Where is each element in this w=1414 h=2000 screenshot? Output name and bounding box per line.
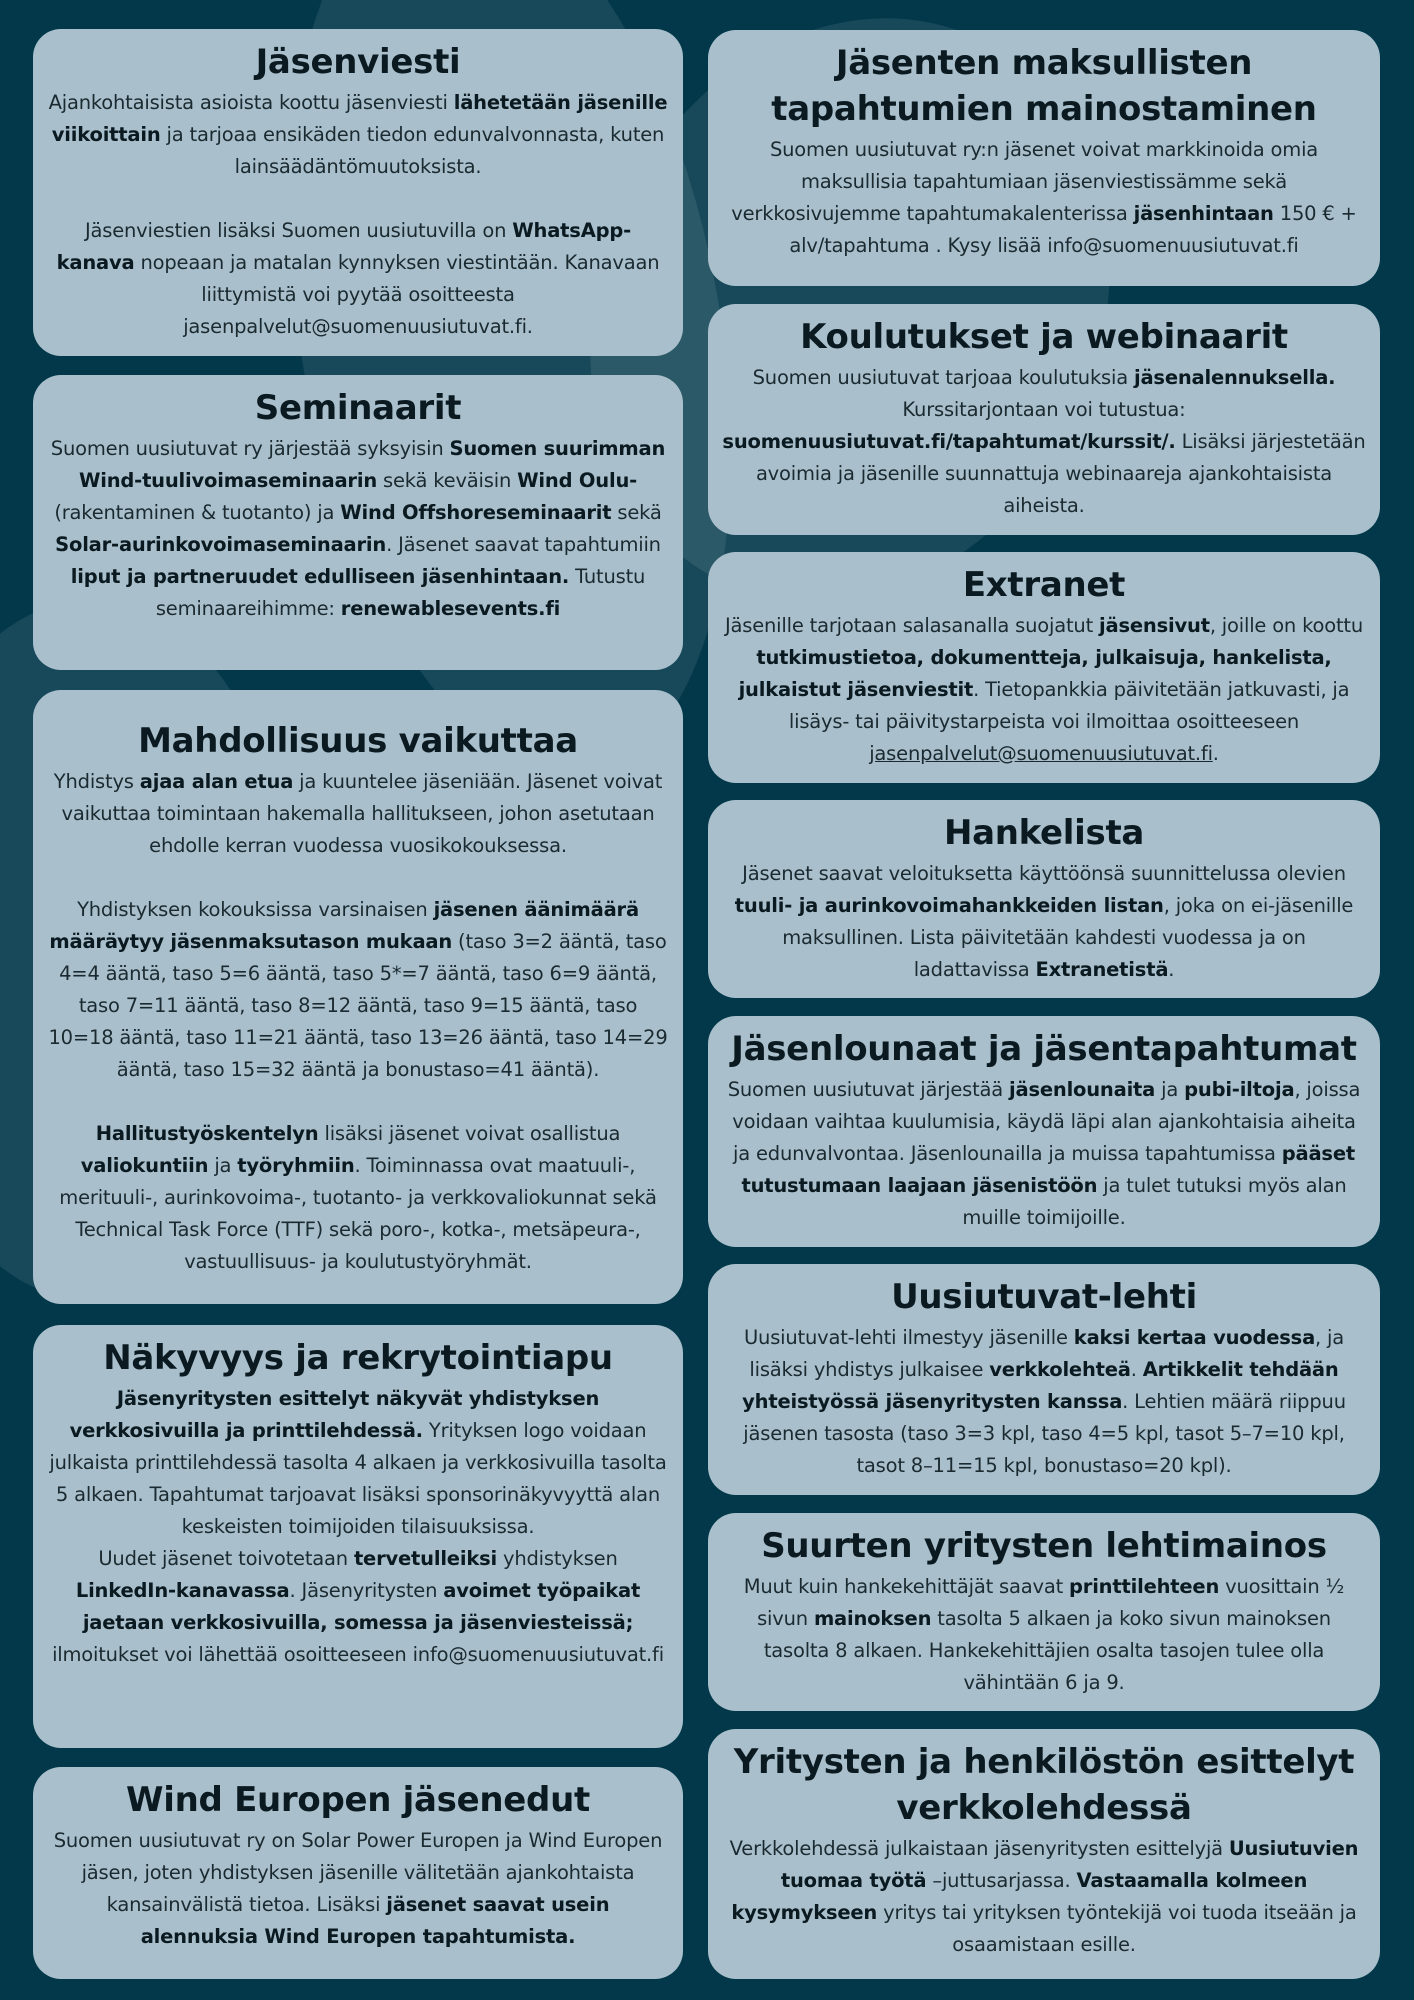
text-run: ja tulet tutuksi myös alan muille toimijoille. xyxy=(962,1174,1347,1229)
text-run: . xyxy=(1130,1358,1143,1381)
bold-text: Suomen suurimman Wind-tuulivoimaseminaarin xyxy=(78,437,666,492)
text-run: Tutustu seminaareihimme: xyxy=(155,565,646,620)
bold-text: pubi-iltoja xyxy=(1184,1078,1295,1101)
text-run: . xyxy=(1212,742,1219,765)
text-run: . Toiminnassa ovat maatuuli-, merituuli-, aurinkovoima-, tuotanto- ja verkkovaliokunnat sekä Technical Task Force (TTF) sekä poro-, kotka-, metsäpeura-, vastuullisuus- ja koulutustyöryhmät. xyxy=(59,1154,657,1273)
bold-text: tervetulleiksi xyxy=(353,1547,497,1570)
card-maksulliset-tapahtumat xyxy=(708,30,1380,286)
card-title: Suurten yritysten lehtimainos xyxy=(761,1526,1327,1566)
card-paragraph xyxy=(722,858,1366,986)
card-hankelista xyxy=(708,800,1380,998)
card-nakyvyys-rekrytointiapu xyxy=(33,1325,683,1748)
text-run: (rakentaminen & tuotanto) ja xyxy=(54,501,341,524)
card-paragraph xyxy=(47,433,669,625)
text-run: Suomen uusiutuvat järjestää xyxy=(727,1078,1010,1101)
card-paragraph xyxy=(47,766,669,862)
card-jasenviesti xyxy=(33,29,683,356)
bold-text: suomenuusiutuvat.fi/tapahtumat/kurssit/. xyxy=(722,430,1176,453)
card-title: Mahdollisuus vaikuttaa xyxy=(138,721,578,761)
text-run: sekä keväisin xyxy=(377,469,518,492)
text-run: Jäsenille tarjotaan salasanalla suojatut xyxy=(724,614,1100,637)
text-run: . Lehtien määrä riippuu jäsenen tasosta (taso 3=3 kpl, taso 4=5 kpl, tasot 5–7=10 kpl, tasot 8–11=15 kpl, bonustaso=20 kpl). xyxy=(743,1390,1346,1477)
text-run: , joille on koottu xyxy=(1209,614,1364,637)
text-run: Uusiutuvat-lehti ilmestyy jäsenille xyxy=(743,1326,1074,1349)
bold-text: Wind Oulu- xyxy=(517,469,638,492)
card-title: Seminaarit xyxy=(254,388,462,428)
card-title: Uusiutuvat-lehti xyxy=(891,1277,1197,1317)
card-mahdollisuus-vaikuttaa xyxy=(33,690,683,1304)
bold-text: LinkedIn-kanavassa xyxy=(75,1579,290,1602)
card-lehtimainos xyxy=(708,1513,1380,1711)
bold-text: Extranetistä xyxy=(1035,958,1169,981)
text-run: Suomen uusiutuvat tarjoaa koulutuksia xyxy=(752,366,1134,389)
card-paragraph xyxy=(722,1571,1366,1699)
card-jasenlounaat xyxy=(708,1016,1380,1247)
card-title: Näkyvyys ja rekrytointiapu xyxy=(103,1338,613,1378)
card-title: Yritysten ja henkilöstön esittelyt verkkolehdessä xyxy=(733,1742,1355,1828)
text-run: vuosittain ½ sivun xyxy=(757,1575,1345,1630)
card-paragraph xyxy=(722,362,1366,522)
bold-text: avoimet työpaikat jaetaan verkkosivuilla, somessa ja jäsenviesteissä; xyxy=(82,1579,641,1634)
text-run: lisäksi jäsenet voivat osallistua xyxy=(318,1122,621,1145)
card-seminaarit xyxy=(33,375,683,670)
card-title: Koulutukset ja webinaarit xyxy=(800,317,1288,357)
text-run: Suomen uusiutuvat ry on Solar Power Europen ja Wind Europen jäsen, joten yhdistyksen jäsenille välitetään ajankohtaista kansainvälistä tietoa. Lisäksi xyxy=(53,1829,663,1916)
text-run: ja tarjoaa ensikäden tiedon edunvalvonnasta, kuten lainsäädäntömuutoksista. xyxy=(160,123,665,178)
text-run: ja kuuntelee jäseniään. Jäsenet voivat vaikuttaa toimintaan hakemalla hallitukseen, johon asetutaan ehdolle kerran vuodessa vuosikokouksessa. xyxy=(61,770,663,857)
text-run: Lisäksi järjestetään avoimia ja jäsenille suunnattuja webinaareja ajankohtaisista aiheista. xyxy=(755,430,1366,517)
email-link[interactable]: jasenpalvelut@suomenuusiutuvat.fi xyxy=(869,742,1213,765)
bold-text: lähetetään jäsenille viikoittain xyxy=(51,91,668,146)
text-run: . Jäsenet saavat tapahtumiin xyxy=(386,533,661,556)
card-paragraph xyxy=(47,1825,669,1953)
bold-text: jäsenlounaita xyxy=(1009,1078,1156,1101)
bold-text: Uusiutuvien tuomaa työtä xyxy=(780,1837,1359,1892)
text-run: –juttusarjassa. xyxy=(926,1869,1077,1892)
text-run: , joissa voidaan vaihtaa kuulumisia, käydä läpi alan ajankohtaisia aiheita ja edunvalvontaa. Jäsenlounailla ja muissa tapahtumissa xyxy=(732,1078,1361,1165)
bold-text: valiokuntiin xyxy=(80,1154,209,1177)
card-title: Extranet xyxy=(962,565,1126,605)
text-run: yhdistyksen xyxy=(496,1547,618,1570)
bold-text: verkkolehteä xyxy=(989,1358,1131,1381)
card-paragraph xyxy=(722,1322,1366,1482)
bold-text: tutkimustietoa, dokumentteja, julkaisuja, hankelista, julkaistut jäsenviestit xyxy=(738,646,1332,701)
card-paragraph xyxy=(47,1543,669,1671)
card-title: Wind Europen jäsenedut xyxy=(126,1780,590,1820)
text-run: , joka on ei-jäsenille maksullinen. Lista päivitetään kahdesti vuodessa ja on ladattavissa xyxy=(782,894,1354,981)
bold-text: Jäsenyritysten esittelyt näkyvät yhdistyksen verkkosivuilla ja printtilehdessä. xyxy=(69,1387,600,1442)
text-run: Yhdistys xyxy=(53,770,140,793)
text-run: . Jäsenyritysten xyxy=(289,1579,444,1602)
card-title: Jäsenten maksullisten tapahtumien mainostaminen xyxy=(771,43,1317,129)
bold-text: Hallitustyöskentelyn xyxy=(95,1122,319,1145)
bold-text: jäsenalennuksella. xyxy=(1133,366,1336,389)
card-esittelyt-verkkolehdessa xyxy=(708,1729,1380,1979)
text-run: ilmoitukset voi lähettää osoitteeseen info@suomenuusiutuvat.fi xyxy=(52,1643,664,1666)
text-run: 150 € + alv/tapahtuma . Kysy lisää info@suomenuusiutuvat.fi xyxy=(789,202,1357,257)
bold-text: mainoksen xyxy=(813,1607,932,1630)
card-koulutukset-webinaarit xyxy=(708,304,1380,535)
bold-text: pääset tutustumaan laajaan jäsenistöön xyxy=(741,1142,1355,1197)
text-run: yritys tai yrityksen työntekijä voi tuoda itseään ja osaamistaan esille. xyxy=(877,1901,1357,1956)
card-paragraph xyxy=(47,894,669,1086)
card-extranet xyxy=(708,552,1380,783)
text-run: . xyxy=(1168,958,1175,981)
card-title: Hankelista xyxy=(943,813,1145,853)
card-paragraph xyxy=(722,1074,1366,1234)
card-paragraph xyxy=(722,134,1366,262)
card-paragraph xyxy=(47,1383,669,1543)
text-run: sekä xyxy=(611,501,662,524)
card-uusiutuvat-lehti xyxy=(708,1264,1380,1495)
bold-text: jäsenhintaan xyxy=(1133,202,1274,225)
bold-text: jäsenen äänimäärä määräytyy jäsenmaksutason mukaan xyxy=(49,898,639,953)
text-run: Uudet jäsenet toivotetaan xyxy=(98,1547,354,1570)
text-run: ja xyxy=(208,1154,238,1177)
text-run: (taso 3=2 ääntä, taso 4=4 ääntä, taso 5=6 ääntä, taso 5*=7 ääntä, taso 6=9 ääntä, taso 7=11 ääntä, taso 8=12 ääntä, taso 9=15 ääntä, taso 10=18 ääntä, taso 11=21 ääntä, taso 13=26 ääntä, taso 14=29 ääntä, taso 15=32 ääntä ja bonustaso=41 ääntä). xyxy=(48,930,668,1081)
bold-text: renewablesevents.fi xyxy=(340,597,561,620)
bold-text: printtilehteen xyxy=(1069,1575,1220,1598)
text-run: Jäsenet saavat veloituksetta käyttöönsä suunnittelussa olevien xyxy=(742,862,1346,885)
text-run: tasolta 5 alkaen ja koko sivun mainoksen tasolta 8 alkaen. Hankekehittäjien osalta tasojen tulee olla vähintään 6 ja 9. xyxy=(763,1607,1331,1694)
text-run: Jäsenviestien lisäksi Suomen uusiutuvilla on xyxy=(84,219,513,242)
bold-text: Artikkelit tehdään yhteistyössä jäsenyritysten kanssa xyxy=(742,1358,1339,1413)
bold-text: liput ja partneruudet edulliseen jäsenhintaan. xyxy=(70,565,570,588)
text-run: Muut kuin hankekehittäjät saavat xyxy=(743,1575,1070,1598)
text-run: nopeaan ja matalan kynnyksen viestintään. Kanavaan liittymistä voi pyytää osoitteesta jasenpalvelut@suomenuusiutuvat.fi. xyxy=(134,251,660,338)
text-run: ja xyxy=(1155,1078,1185,1101)
text-run: Kurssitarjontaan voi tutustua: xyxy=(902,398,1186,421)
text-run: Ajankohtaisista asioista koottu jäsenviesti xyxy=(48,91,454,114)
bold-text: kaksi kertaa vuodessa xyxy=(1073,1326,1316,1349)
card-title: Jäsenlounaat ja jäsentapahtumat xyxy=(731,1029,1357,1069)
card-wind-europe xyxy=(33,1767,683,1979)
bold-text: jäsensivut xyxy=(1099,614,1210,637)
text-run: Suomen uusiutuvat ry:n jäsenet voivat markkinoida omia maksullisia tapahtumiaan jäsenviestissämme sekä verkkosivujemme tapahtumakalenterissa xyxy=(731,138,1319,225)
text-run: . Tietopankkia päivitetään jatkuvasti, ja lisäys- tai päivitystarpeista voi ilmoittaa osoitteeseen xyxy=(788,678,1350,733)
bold-text: ajaa alan etua xyxy=(139,770,294,793)
card-title: Jäsenviesti xyxy=(255,42,461,82)
bold-text: WhatsApp-kanava xyxy=(56,219,632,274)
bold-text: työryhmiin xyxy=(237,1154,355,1177)
text-run: , ja lisäksi yhdistys julkaisee xyxy=(749,1326,1345,1381)
text-run: Verkkolehdessä julkaistaan jäsenyritysten esittelyjä xyxy=(729,1837,1229,1860)
text-run: Suomen uusiutuvat ry järjestää syksyisin xyxy=(50,437,450,460)
bold-text: Vastaamalla kolmeen kysymykseen xyxy=(731,1869,1308,1924)
card-paragraph xyxy=(47,215,669,343)
text-run: Yrityksen logo voidaan julkaista printtilehdessä tasolta 4 alkaen ja verkkosivuilla tasolta 5 alkaen. Tapahtumat tarjoavat lisäksi sponsorinäkyvyyttä alan keskeisten toimijoiden tilaisuuksissa. xyxy=(49,1419,667,1538)
bold-text: jäsenet saavat usein alennuksia Wind Europen tapahtumista. xyxy=(140,1893,610,1948)
bold-text: tuuli- ja aurinkovoimahankkeiden listan xyxy=(734,894,1164,917)
bold-text: Solar-aurinkovoimaseminaarin xyxy=(55,533,387,556)
text-run: Yhdistyksen kokouksissa varsinaisen xyxy=(77,898,434,921)
card-paragraph xyxy=(47,1118,669,1278)
bold-text: Wind Offshoreseminaarit xyxy=(340,501,612,524)
card-paragraph xyxy=(722,610,1366,770)
card-paragraph xyxy=(47,87,669,183)
card-paragraph xyxy=(722,1833,1366,1961)
